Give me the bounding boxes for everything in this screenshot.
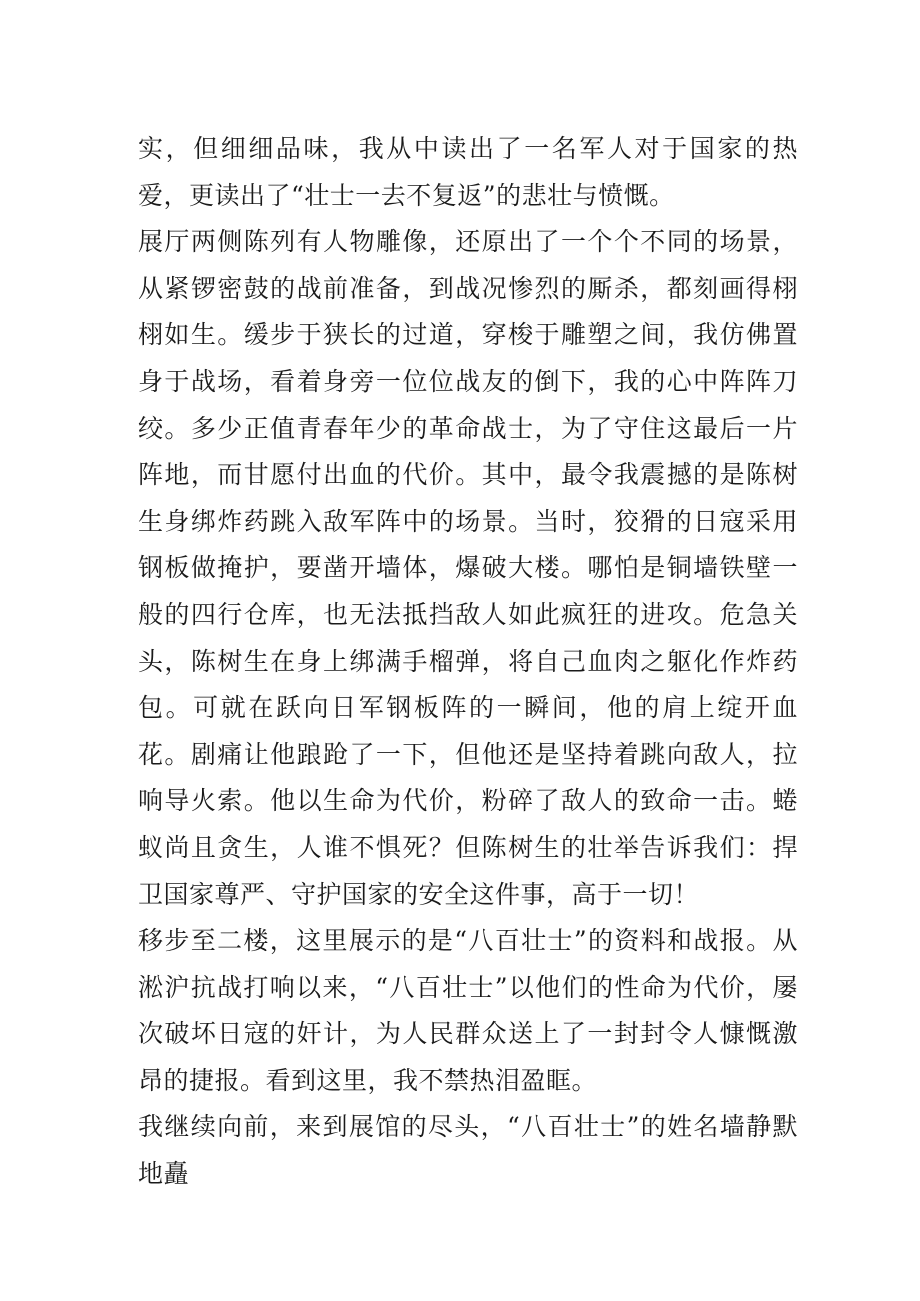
body-text [138, 126, 798, 1198]
paragraph-4: 我继续向前，来到展馆的尽头，“八百壮士”的姓名墙静默地矗 [138, 1112, 798, 1189]
paragraph-2: 展厅两侧陈列有人物雕像，还原出了一个个不同的场景，从紧锣密鼓的战前准备，到战况惨烈的厮杀，都刻画得栩栩如生。缓步于狭长的过道，穿梭于雕塑之间，我仿佛置身于战场，看着身旁一位位战友的倒下，我的心中阵阵刀绞。多少正值青春年少的革命战士，为了守住这最后一片阵地，而甘愿付出血的代价。其中，最令我震撼的是陈树生身绑炸药跳入敌军阵中的场景。当时，狡猾的日寇采用钢板做掩护，要凿开墙体，爆破大楼。哪怕是铜墙铁壁一般的四行仓库，也无法抵挡敌人如此疯狂的进攻。危急关头，陈树生在身上绑满手榴弹，将自己血肉之躯化作炸药包。可就在跃向日军钢板阵的一瞬间，他的肩上绽开血花。剧痛让他踉跄了一下，但他还是坚持着跳向敌人，拉响导火索。他以生命为代价，粉碎了敌人的致命一击。蜷蚁尚且贪生，人谁不惧死？但陈树生的壮举告诉我们：捍卫国家尊严、守护国家的安全这件事，高于一切！ [138, 227, 798, 909]
paragraph-1: 实，但细细品味，我从中读出了一名军人对于国家的热爱，更读出了“壮士一去不复返”的悲壮与愤慨。 [138, 134, 798, 210]
paragraph-3: 移步至二楼，这里展示的是“八百壮士”的资料和战报。从淞沪抗战打响以来，“八百壮士”以他们的性命为代价，屡次破坏日寇的奸计，为人民群众送上了一封封令人慷慨激昂的捷报。看到这里，我不禁热泪盈眶。 [138, 926, 798, 1095]
